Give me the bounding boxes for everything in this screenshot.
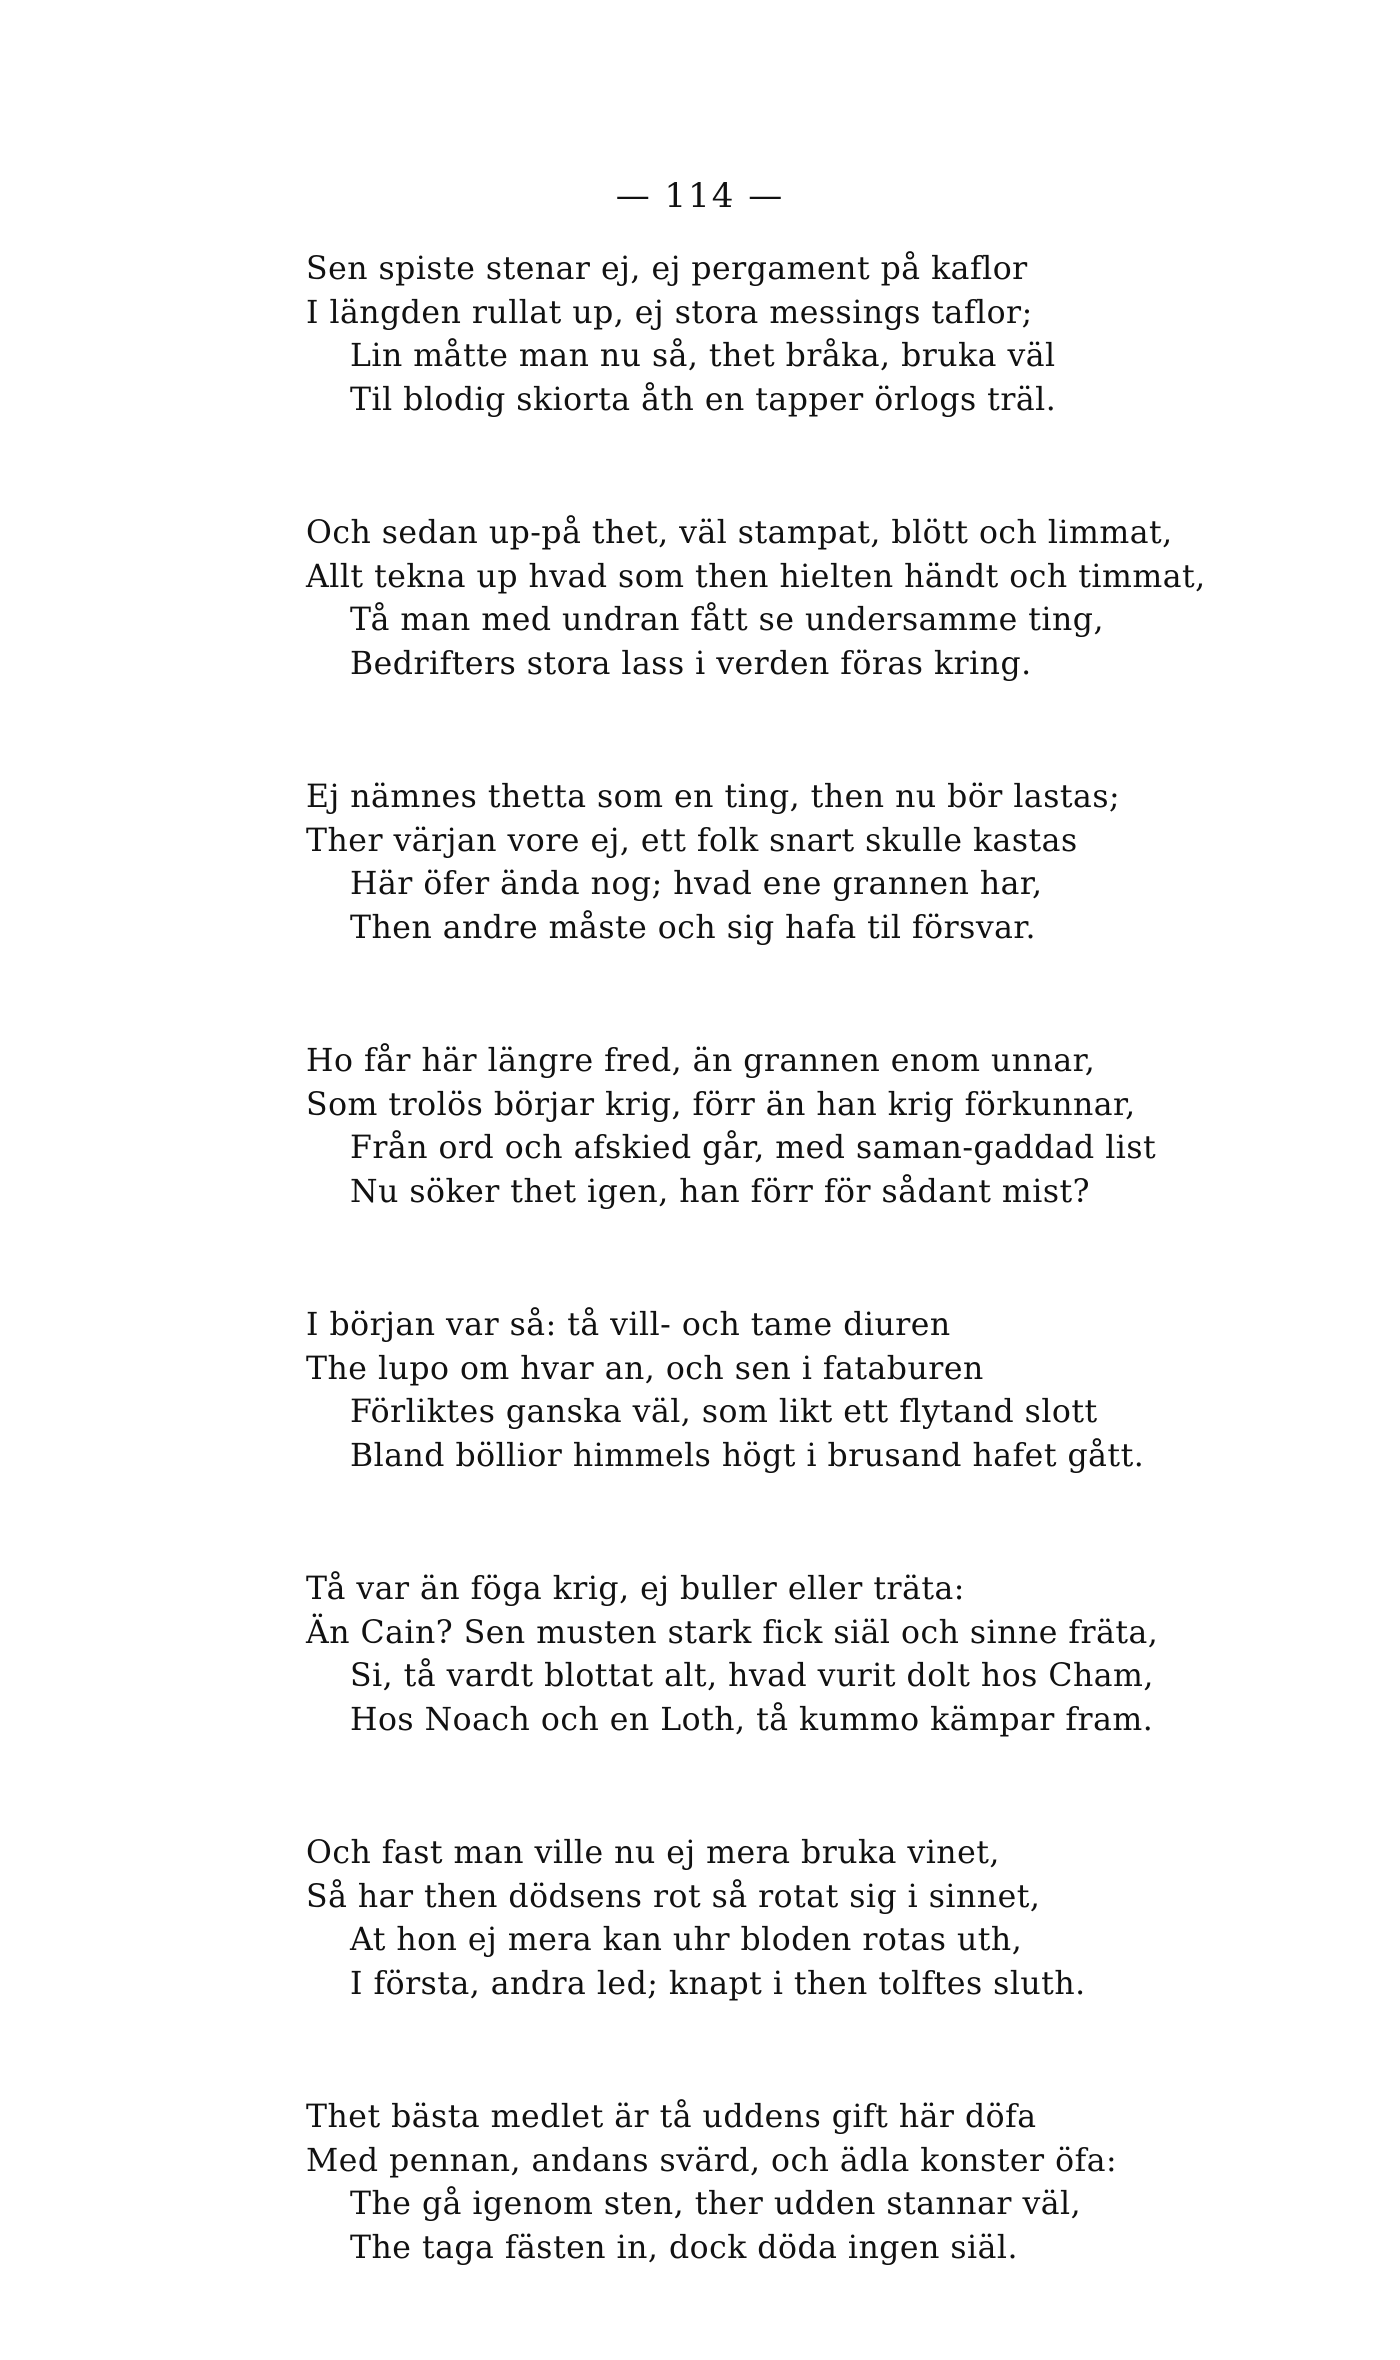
verse-line: The lupo om hvar an, och sen i fataburen xyxy=(306,1350,984,1387)
stanza-4 xyxy=(306,1040,1306,1214)
verse-line: Thet bästa medlet är tå uddens gift här döfa xyxy=(306,2099,1037,2135)
verse-line: Och fast man ville nu ej mera bruka vinet, xyxy=(306,1835,1000,1871)
verse-line: Tå man med undran fått se undersamme ting, xyxy=(350,602,1104,638)
verse-line: The gå igenom sten, ther udden stannar väl, xyxy=(350,2186,1082,2222)
verse-line: Ho får här längre fred, än grannen enom unnar, xyxy=(306,1043,1096,1079)
verse-line: I första, andra led; knapt i then tolftes sluth. xyxy=(350,1965,1086,2002)
verse-line: Så har then dödsens rot så rotat sig i sinnet, xyxy=(306,1878,1041,1915)
verse-line: I längden rullat up, ej stora messings taflor; xyxy=(306,294,1033,331)
verse-line: Här öfer ända nog; hvad ene grannen har, xyxy=(350,866,1043,902)
stanza-1 xyxy=(306,248,1306,422)
verse-line: The taga fästen in, dock döda ingen siäl. xyxy=(350,2229,1018,2266)
verse-line: Ther värjan vore ej, ett folk snart skulle kastas xyxy=(306,822,1078,859)
verse-line: Til blodig skiorta åth en tapper örlogs träl. xyxy=(350,381,1057,418)
verse-line: Then andre måste och sig hafa til försvar. xyxy=(350,909,1037,946)
verse-line: Förliktes ganska väl, som likt ett flytand slott xyxy=(350,1394,1098,1430)
verse-line: Hos Noach och en Loth, tå kummo kämpar fram. xyxy=(350,1701,1154,1738)
verse-line: Lin måtte man nu så, thet bråka, bruka väl xyxy=(350,338,1056,374)
stanza-8 xyxy=(306,2096,1306,2270)
verse-line: Allt tekna up hvad som then hielten händt och timmat, xyxy=(306,558,1206,595)
verse-line: I början var så: tå vill- och tame diuren xyxy=(306,1307,951,1343)
stanza-2 xyxy=(306,512,1306,686)
verse-line: Bland böllior himmels högt i brusand hafet gått. xyxy=(350,1437,1145,1474)
stanza-7 xyxy=(306,1832,1306,2006)
verse-line: Som trolös börjar krig, förr än han krig förkunnar, xyxy=(306,1086,1136,1123)
poem xyxy=(306,248,1306,2360)
stanza-5 xyxy=(306,1304,1306,1478)
verse-line: Ej nämnes thetta som en ting, then nu bör lastas; xyxy=(306,779,1121,815)
stanza-6 xyxy=(306,1568,1306,1742)
verse-line: Bedrifters stora lass i verden föras kring. xyxy=(350,645,1032,682)
verse-line: Med pennan, andans svärd, och ädla konster öfa: xyxy=(306,2142,1118,2179)
verse-line: At hon ej mera kan uhr bloden rotas uth, xyxy=(350,1922,1023,1958)
stanza-3 xyxy=(306,776,1306,950)
verse-line: Nu söker thet igen, han förr för sådant mist? xyxy=(350,1173,1091,1210)
verse-line: Från ord och afskied går, med saman-gaddad list xyxy=(350,1130,1157,1166)
page-number: — 114 — xyxy=(615,176,785,216)
verse-line: Sen spiste stenar ej, ej pergament på kaflor xyxy=(306,251,1028,287)
verse-line: Och sedan up-på thet, väl stampat, blött och limmat, xyxy=(306,515,1173,551)
verse-line: Tå var än föga krig, ej buller eller träta: xyxy=(306,1571,965,1607)
verse-line: Än Cain? Sen musten stark fick siäl och sinne fräta, xyxy=(306,1614,1159,1651)
verse-line: Si, tå vardt blottat alt, hvad vurit dolt hos Cham, xyxy=(350,1658,1154,1694)
